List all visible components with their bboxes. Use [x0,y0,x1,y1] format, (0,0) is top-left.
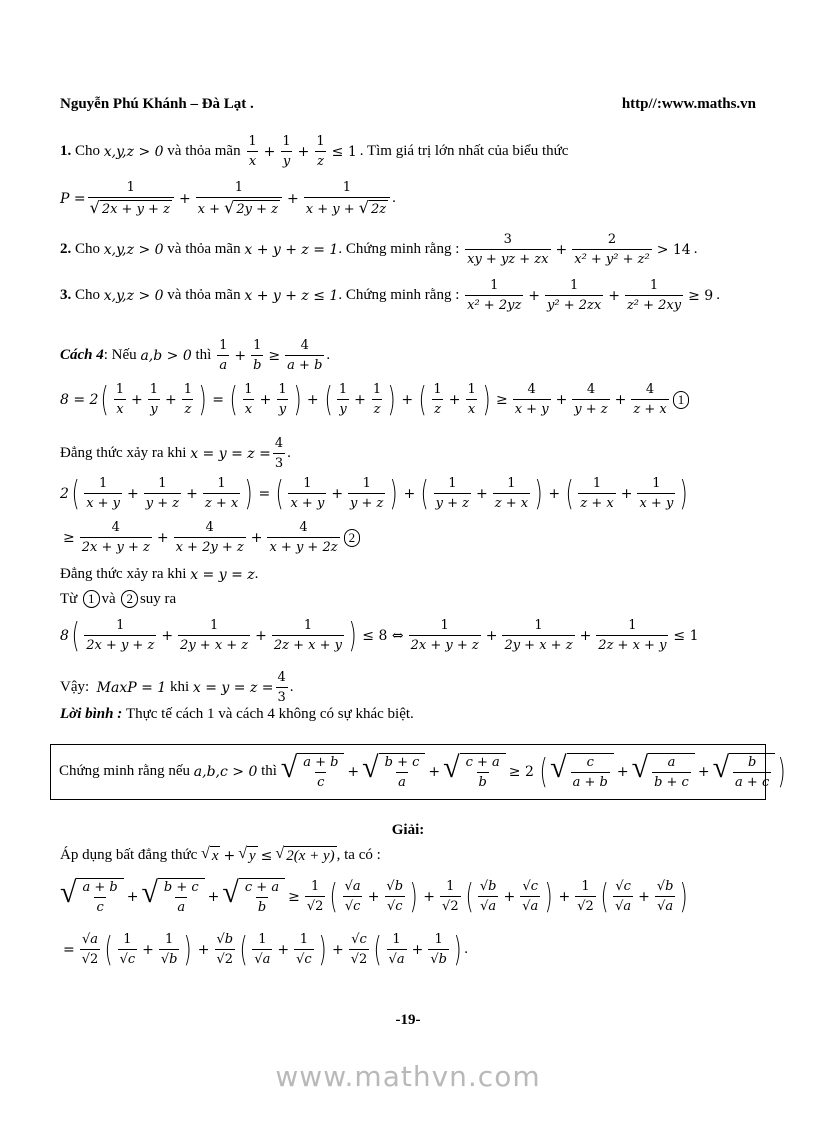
text: , ta có : [336,847,381,863]
text: khi [169,679,190,695]
math: x + y + z ≤ 1 [244,287,339,304]
problem-number: 2. [60,241,72,257]
eq-condition-1: Đẳng thức xảy ra khi x = y = z = $\frac{4}{3}$ . [60,436,291,471]
math: 2z [370,202,387,217]
math: x = y = z = [190,445,271,462]
method-label: Cách 4 [60,347,104,363]
problem-number: 3. [60,287,72,303]
solution-title: Giải: [391,822,425,838]
text: Vậy: [60,679,90,695]
math: P = [60,190,86,207]
math: z² + 2xy [625,295,683,313]
math: 3 [503,232,512,247]
math: ≥ 9 [688,287,714,304]
text: Đẳng thức xảy ra khi [60,566,187,582]
problem-3: 3. Cho x,y,z > 0 và thỏa mãn x + y + z ≤ 1 . Chứng minh rằng : $\frac{1}{\text{x² + 2yz}}$ + $\frac{1}{\text{y² + 2zx}}$ + $\frac{1}{\text{z² + 2xy}}$ ≥ 9 . [60,278,720,313]
text: Từ [60,590,78,607]
eq-8: 8 = 2 ( $\frac{1}{x}$ + $\frac{1}{y}$ + $\frac{1}{z}$ ) = ( $\frac{1}{x}$ + $\frac{1}{y}$ ) + ( $\frac{1}{y}$ + $\frac{1}{z}$ ) + ( $\frac{1}{z}$ + $\frac{1}{x}$ ) ≥ $\frac{4}{x + y}$ + $\frac{4}{y + z}$ + $\frac{4}{z + x}$ 1 [60,382,691,417]
header-right: http//:www.maths.vn [621,96,756,112]
eq-2-line-2: ≥ $\frac{4}{2x + y + z}$ + $\frac{4}{x + 2y + z}$ + $\frac{4}{x + y + 2z}$ 2 [60,520,362,555]
loi-binh [60,706,414,723]
giai-line-3: = $\frac{√a}{√2}$ ( $\frac{1}{√c}$ + $\frac{1}{√b}$ ) + $\frac{√b}{√2}$ ( $\frac{1}{√a}$ + $\frac{1}{√c}$ ) + $\frac{√c}{√2}$ ( $\frac{1}{√a}$ + $\frac{1}{√b}$ ) . [63,929,468,970]
math: x,y,z > 0 [103,143,164,160]
eq-label: 2 [344,529,361,547]
text: Thực tế cách 1 và cách 4 không có sự khác biệt. [125,706,414,722]
math: x² + 2yz [465,295,523,313]
text: . Chứng minh rằng : [338,241,460,257]
boxed-statement: Chứng minh rằng nếu a,b,c > 0 thì √ $\frac{a + b}{c}$ + √ $\frac{b + c}{a}$ + √ $\frac{c + a}{b}$ ≥ 2 ( √ $\frac{c}{a + b}$ + √ $\frac{a}{b + c}$ + √ $\frac{b}{a + c}$ ) [59,751,786,792]
problem-number: 1. [60,143,72,159]
math: x² + y² + z² [572,249,651,267]
text: và [101,590,116,607]
math: x,y,z > 0 [103,241,164,258]
problem-1-line-2: P = 1 √ 2x + y + z + 1 x + √ 2y + z + 1 x + y + √ 2z . [60,180,396,217]
math: x = y = z [190,566,255,583]
math: x = y = z = [192,679,274,696]
text: và thỏa mãn [167,287,241,303]
math: MaxP = 1 [96,679,167,696]
text: Cho [75,241,101,257]
math: xy + yz + zx [465,249,550,267]
eq-3: 8 ( $\frac{1}{2x + y + z}$ + $\frac{1}{2y + x + z}$ + $\frac{1}{2z + x + y}$ ) ≤ 8 ⇔ $\frac{1}{2x + y + z}$ + $\frac{1}{2y + x + z}$ + $\frac{1}{2z + x + y}$ ≤ 1 [60,615,699,656]
eq-condition-2: Đẳng thức xảy ra khi x = y = z . [60,566,259,583]
text: Cho [75,287,101,303]
math: y² + 2zx [545,295,603,313]
text: . Tìm giá trị lớn nhất của biểu thức [359,143,569,159]
math: > 14 [656,241,691,258]
problem-box [50,744,786,800]
giai-line-1: Áp dụng bất đẳng thức √ x + √ y ≤ √ 2(x + y) , ta có : [60,845,381,864]
text: thì [195,347,212,363]
math: 2y + z [236,202,278,217]
math: ≤ 1 [331,143,357,160]
math: a,b,c > 0 [193,763,258,780]
text: Cho [75,143,101,159]
eq-label: 1 [673,391,690,409]
math: 8 = 2 [60,391,99,408]
math: x + y + z = 1 [244,241,339,258]
conclusion: Vậy: MaxP = 1 khi x = y = z = $\frac{4}{3}$ . [60,670,294,705]
text: : Nếu [103,347,137,363]
watermark: www.mathvn.com [275,1060,541,1093]
problem-1-line-1: 1. Cho x,y,z > 0 và thỏa mãn $\frac{1}{x}$ + $\frac{1}{y}$ + $\frac{1}{z}$ ≤ 1 . Tìm giá trị lớn nhất của biểu thức [60,134,569,169]
text: và thỏa mãn [167,143,241,159]
text: Áp dụng bất đẳng thức [60,847,198,863]
giai-line-2: √ $\frac{a + b}{c}$ + √ $\frac{b + c}{a}$ + √ $\frac{c + a}{b}$ ≥ $\frac{1}{√2}$ ( $\frac{√a}{√c}$ + $\frac{√b}{√c}$ ) + $\frac{1}{√2}$ ( $\frac{√b}{√a}$ + $\frac{√c}{√a}$ ) + $\frac{1}{√2}$ ( $\frac{√c}{√a}$ + $\frac{√b}{√a}$ ) [60,876,689,917]
text: Đẳng thức xảy ra khi [60,445,187,461]
text: và thỏa mãn [167,241,241,257]
math: x + [197,202,225,217]
header-left: Nguyễn Phú Khánh – Đà Lạt . [60,96,254,112]
math: 2x + y + z [101,202,170,217]
math: x + y + [305,202,359,217]
remark-label: Lời bình : [60,706,123,722]
eq-label: 1 [83,590,100,608]
math: a,b > 0 [140,347,192,364]
page-number: -19- [395,1012,421,1028]
text: thì [261,763,277,779]
eq-label: 2 [121,590,138,608]
text: suy ra [139,590,177,607]
cach4-line: Cách 4 : Nếu a,b > 0 thì $\frac{1}{a}$ + $\frac{1}{b}$ ≥ $\frac{4}{a + b}$ . [60,338,331,373]
problem-2: 2. Cho x,y,z > 0 và thỏa mãn x + y + z = 1 . Chứng minh rằng : $\frac{3}{xy + yz + zx}$ + $\frac{2}{\text{x² + y² + z²}}$ > 14 . [60,232,698,267]
math: 2 [607,232,617,247]
tu-line [60,590,176,608]
math: x,y,z > 0 [103,287,164,304]
eq-2-line-1: 2 ( $\frac{1}{x + y}$ + $\frac{1}{y + z}$ + $\frac{1}{z + x}$ ) = ( $\frac{1}{x + y}$ + $\frac{1}{y + z}$ ) + ( $\frac{1}{y + z}$ + $\frac{1}{z + x}$ ) + ( $\frac{1}{z + x}$ + $\frac{1}{x + y}$ ) [60,473,688,514]
text: . Chứng minh rằng : [338,287,460,303]
text: Chứng minh rằng nếu [59,763,191,779]
